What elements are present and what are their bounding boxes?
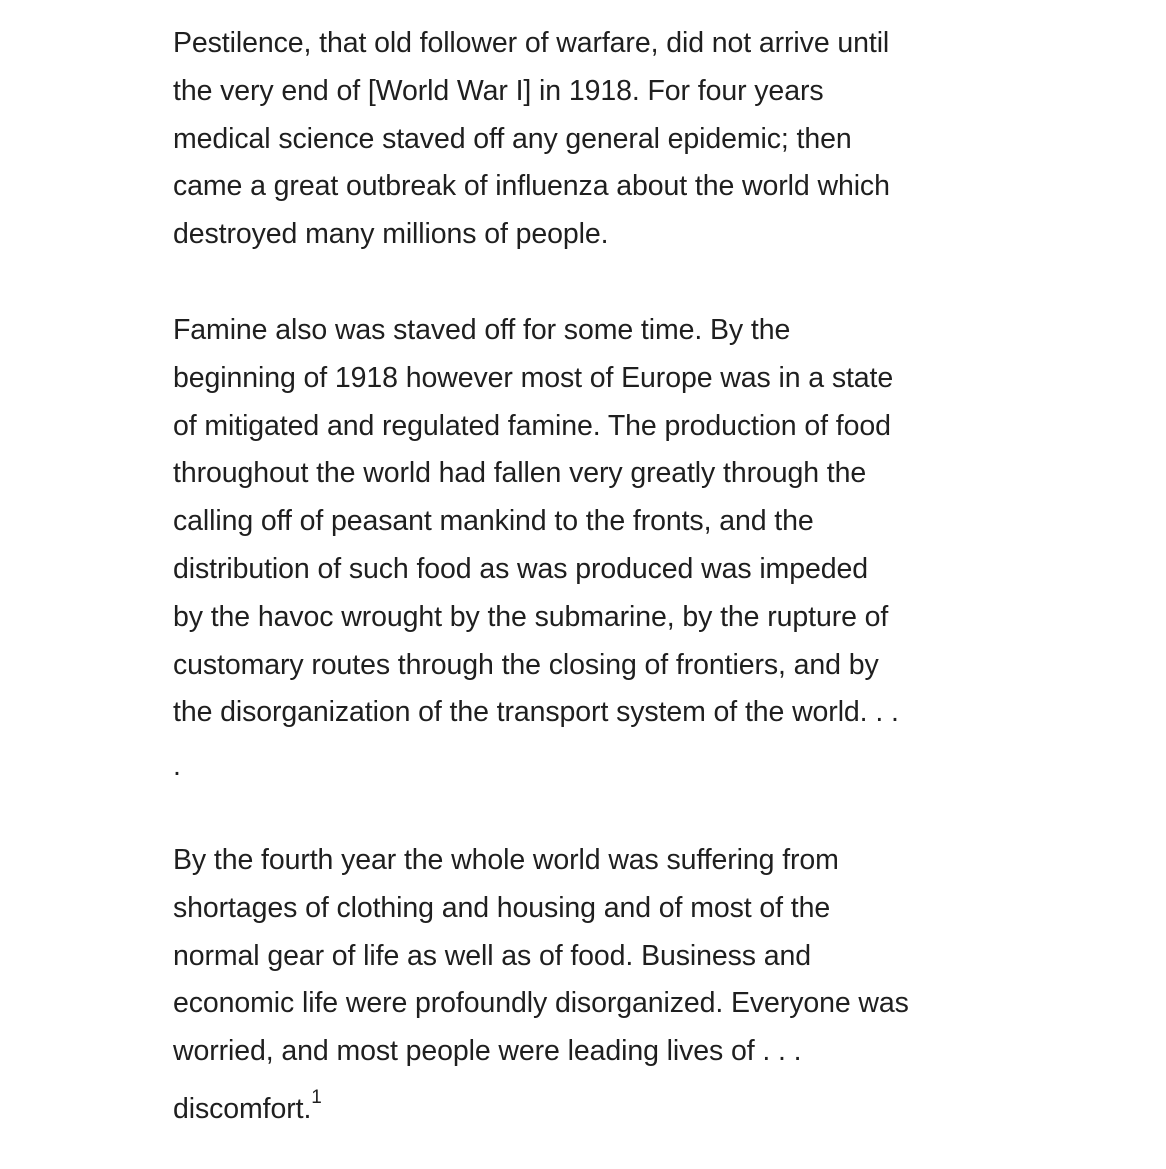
text-line: destroyed many millions of people.: [173, 218, 609, 251]
text-line: normal gear of life as well as of food. Business and: [173, 939, 811, 972]
quoted-passage: [173, 20, 983, 1134]
text-line: Pestilence, that old follower of warfare, did not arrive until: [173, 27, 890, 59]
text-line: came a great outbreak of influenza about the world which: [173, 170, 890, 203]
footnote-marker[interactable]: 1: [311, 1087, 322, 1109]
text-line: of mitigated and regulated famine. The production of food: [173, 409, 891, 442]
text-line: by the havoc wrought by the submarine, by the rupture of: [173, 600, 889, 633]
ellipsis-continuation: .: [173, 750, 181, 783]
text-line: beginning of 1918 however most of Europe was in a state: [173, 361, 894, 394]
text-line: the very end of [World War I] in 1918. For four years: [173, 74, 824, 107]
text-line: throughout the world had fallen very greatly through the: [173, 457, 867, 490]
paragraph-fourth-year: [173, 837, 983, 1134]
text-line: distribution of such food as was produced was impeded: [173, 552, 868, 585]
text-line: shortages of clothing and housing and of most of the: [173, 891, 831, 924]
paragraph-pestilence: [173, 20, 983, 259]
text-line: Famine also was staved off for some time. By the: [173, 313, 791, 346]
text-line: By the fourth year the whole world was suffering from: [173, 843, 839, 876]
paragraph-famine: [173, 307, 983, 791]
final-word: discomfort.: [173, 1092, 312, 1125]
text-line: calling off of peasant mankind to the fronts, and the: [173, 505, 814, 538]
text-line: customary routes through the closing of frontiers, and by: [173, 648, 879, 681]
final-line: [173, 1086, 983, 1134]
text-line: worried, and most people were leading lives of . . .: [173, 1035, 802, 1068]
text-line: the disorganization of the transport system of the world. . .: [173, 696, 899, 729]
text-line: medical science staved off any general epidemic; then: [173, 122, 852, 155]
text-line: economic life were profoundly disorganized. Everyone was: [173, 987, 909, 1020]
